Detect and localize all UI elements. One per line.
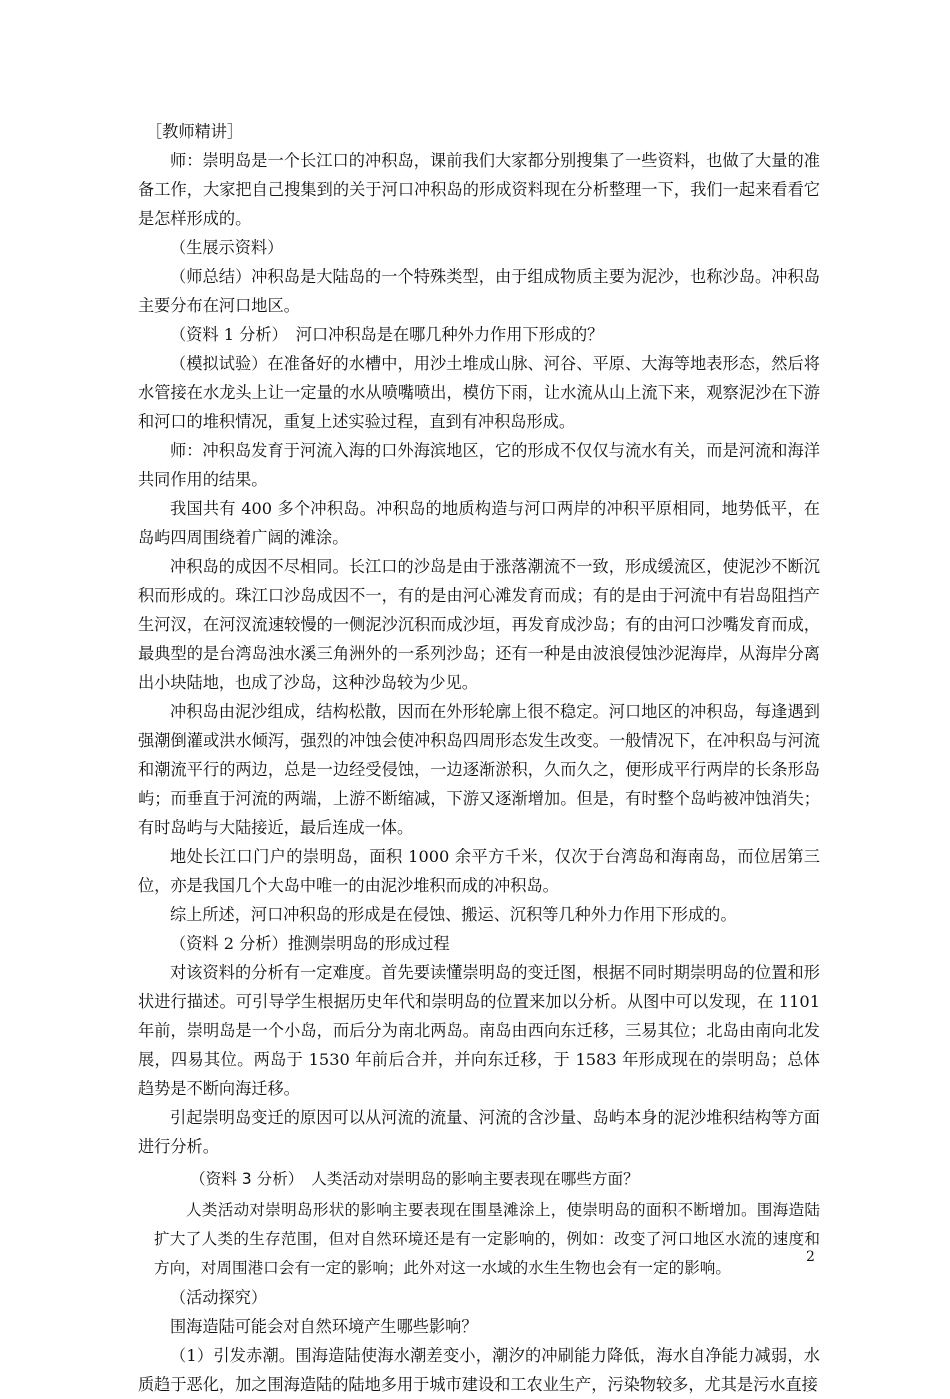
paragraph-material-3: （资料 3 分析） 人类活动对崇明岛的影响主要表现在哪些方面？ bbox=[190, 1170, 639, 1188]
section-heading-teacher-lecture: ［教师精讲］ bbox=[146, 122, 244, 141]
paragraph-material-2: （资料 2 分析）推测崇明岛的形成过程 bbox=[170, 934, 450, 953]
paragraph-teacher-alluvial: 师：冲积岛发育于河流入海的口外海滨地区，它的形成不仅仅与流水有关，而是河流和海洋共同作用的结果。 bbox=[138, 441, 820, 489]
page-number: 2 bbox=[806, 1249, 815, 1265]
paragraph-red-tide: （1）引发赤潮。围海造陆使海水潮差变小，潮汐的冲刷能力降低，海水自净能力减弱，水质趋于恶化，加之围海造陆的陆地多用于城市建设和工农业生产，污染物较多，尤其是污水直接 bbox=[138, 1346, 820, 1394]
paragraph-count: 我国共有 400 多个冲积岛。冲积岛的地质构造与河口两岸的冲积平原相同，地势低平，在岛屿四周围绕着广阔的滩涂。 bbox=[138, 499, 820, 547]
paragraph-instability: 冲积岛由泥沙组成，结构松散，因而在外形轮廓上很不稳定。河口地区的冲积岛，每逢遇到强潮倒灌或洪水倾泻，强烈的冲蚀会使冲积岛四周形态发生改变。一般情况下，在冲积岛与河流和潮流平行的两边，总是一边经受侵蚀，一边逐渐淤积，久而久之，便形成平行两岸的长条形岛屿；而垂直于河流的两端，上游不断缩减，下游又逐渐增加。但是，有时整个岛屿被冲蚀消失；有时岛屿与大陆接近，最后连成一体。 bbox=[138, 702, 820, 837]
paragraph-activity: （活动探究） bbox=[170, 1288, 268, 1307]
paragraph-teacher-summary: （师总结）冲积岛是大陆岛的一个特殊类型，由于组成物质主要为泥沙，也称沙岛。冲积岛主要分布在河口地区。 bbox=[138, 267, 820, 315]
paragraph-human-impact: 人类活动对崇明岛形状的影响主要表现在围垦滩涂上，使崇明岛的面积不断增加。围海造陆扩大了人类的生存范围，但对自然环境还是有一定影响的，例如：改变了河口地区水流的速度和方向，对周围港口会有一定的影响；此外对这一水域的水生生物也会有一定的影响。 bbox=[154, 1201, 820, 1277]
paragraph-chongming-area: 地处长江口门户的崇明岛，面积 1000 余平方千米，仅次于台湾岛和海南岛，而位居第三位，亦是我国几个大岛中唯一的由泥沙堆积而成的冲积岛。 bbox=[138, 847, 820, 895]
paragraph-material-1: （资料 1 分析） 河口冲积岛是在哪几种外力作用下形成的？ bbox=[170, 325, 604, 344]
paragraph-analysis: 对该资料的分析有一定难度。首先要读懂崇明岛的变迁图，根据不同时期崇明岛的位置和形状进行描述。可引导学生根据历史年代和崇明岛的位置来加以分析。从图中可以发现，在 1101 年前，崇明岛是一个小岛，而后分为南北两岛。南岛由西向东迁移，三易其位；北岛由南向北发展，四易其位。两岛于 1530 年前后合并，并向东迁移，于 1583 年形成现在的崇明岛；总体趋势是不断向海迁移。 bbox=[138, 963, 820, 1098]
paragraph-conclusion: 综上所述，河口冲积岛的形成是在侵蚀、搬运、沉积等几种外力作用下形成的。 bbox=[170, 905, 737, 924]
paragraph-simulation: （模拟试验）在准备好的水槽中，用沙土堆成山脉、河谷、平原、大海等地表形态，然后将水管接在水龙头上让一定量的水从喷嘴喷出，模仿下雨，让水流从山上流下来，观察泥沙在下游和河口的堆积情况，重复上述实验过程，直到有冲积岛形成。 bbox=[138, 354, 820, 431]
document-body bbox=[138, 117, 820, 1399]
paragraph-question: 围海造陆可能会对自然环境产生哪些影响？ bbox=[170, 1317, 478, 1336]
paragraph-causes: 冲积岛的成因不尽相同。长江口的沙岛是由于涨落潮流不一致，形成缓流区，使泥沙不断沉积而形成的。珠江口沙岛成因不一，有的是由河心滩发育而成；有的是由于河流中有岩岛阻挡产生河汊，在河汊流速较慢的一侧泥沙沉积而成沙垣，再发育成沙岛；有的由河口沙嘴发育而成，最典型的是台湾岛浊水溪三角洲外的一系列沙岛；还有一种是由波浪侵蚀沙泥海岸，从海岸分离出小块陆地，也成了沙岛，这种沙岛较为少见。 bbox=[138, 557, 820, 692]
paragraph-student-materials: （生展示资料） bbox=[170, 238, 284, 257]
paragraph-change-reasons: 引起崇明岛变迁的原因可以从河流的流量、河流的含沙量、岛屿本身的泥沙堆积结构等方面进行分析。 bbox=[138, 1108, 820, 1156]
paragraph-teacher-intro: 师：崇明岛是一个长江口的冲积岛，课前我们大家都分别搜集了一些资料，也做了大量的准备工作，大家把自己搜集到的关于河口冲积岛的形成资料现在分析整理一下，我们一起来看看它是怎样形成的。 bbox=[138, 151, 820, 228]
